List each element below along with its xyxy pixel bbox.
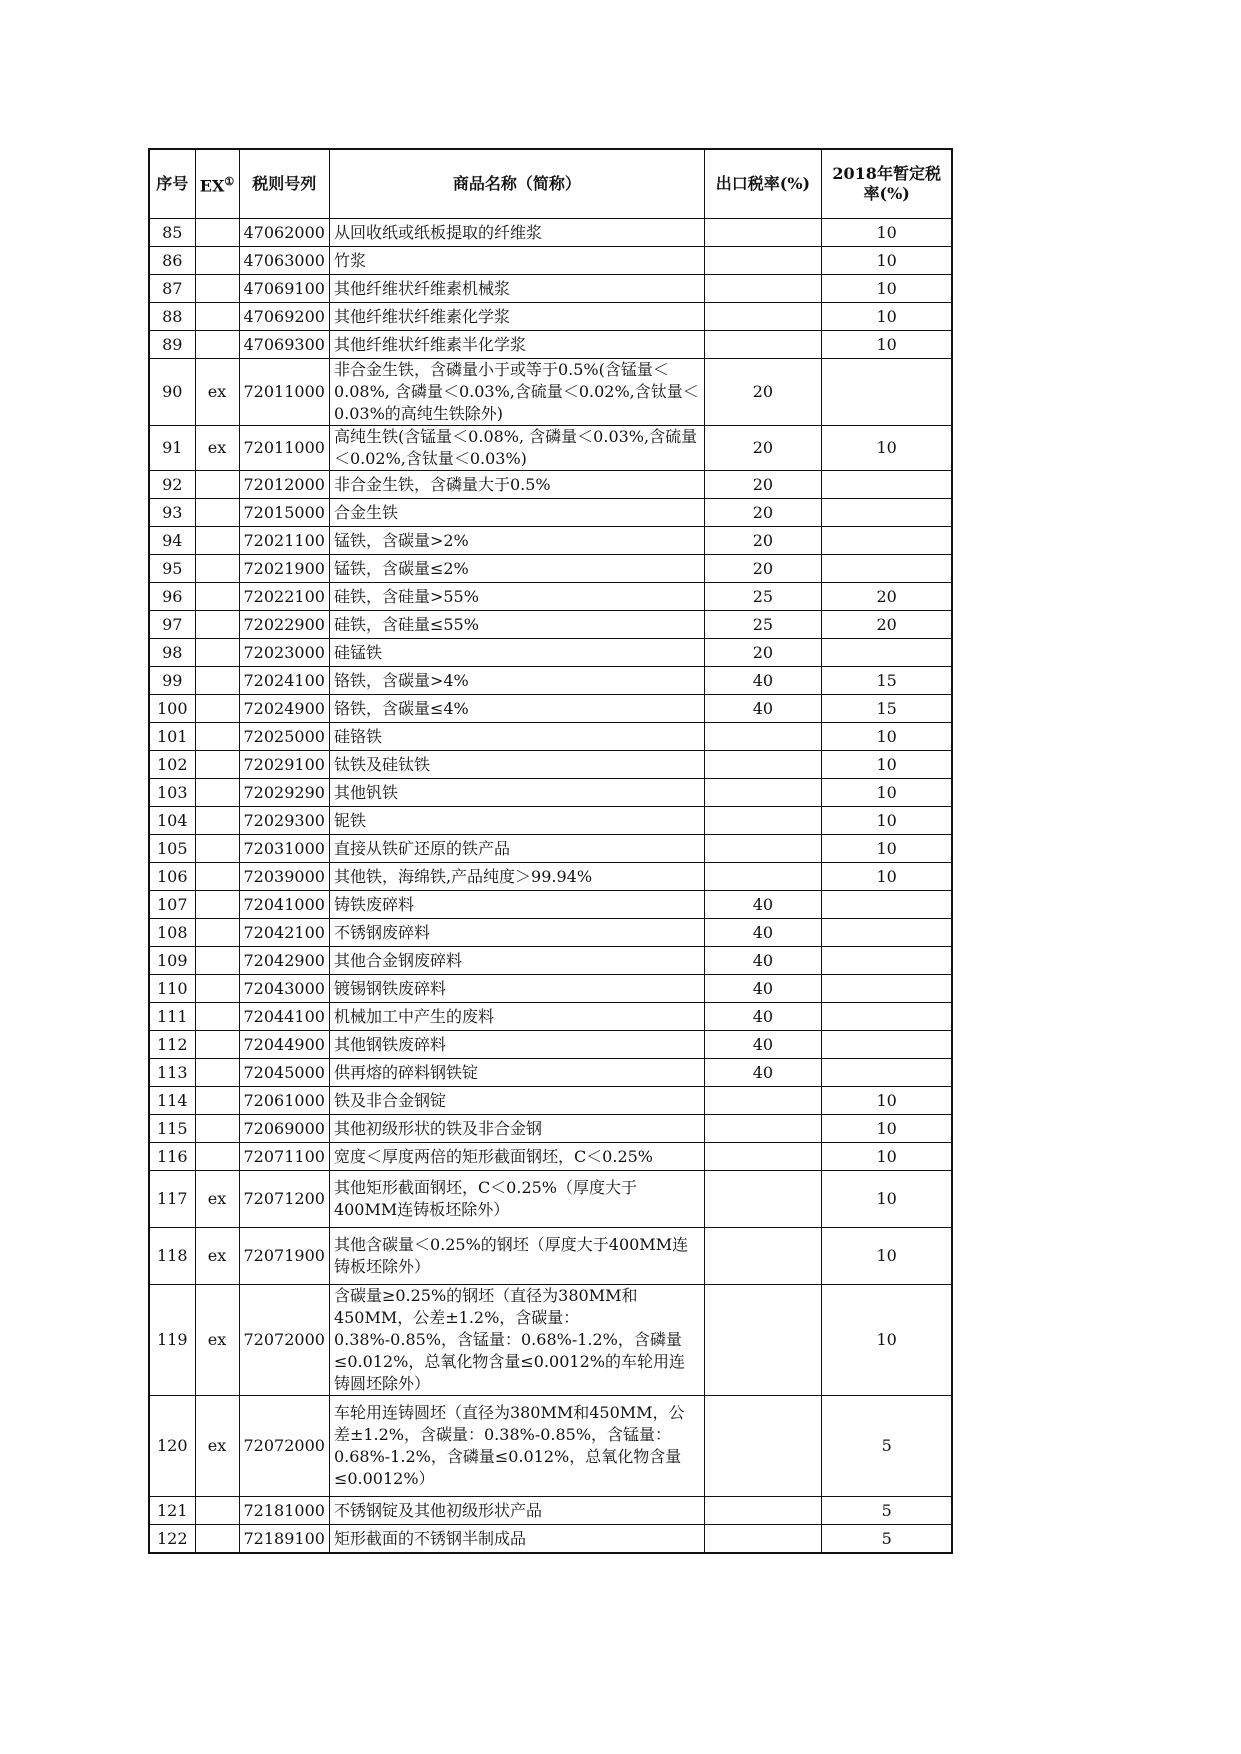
row-ex [195,555,239,583]
row-name: 机械加工中产生的废料 [329,1003,704,1031]
row-interim-rate [821,919,952,947]
row-interim-rate [821,555,952,583]
table-row [149,1003,952,1031]
header-row [149,149,952,219]
row-seq: 90 [149,359,195,426]
row-ex [195,919,239,947]
row-ex: ex [195,359,239,426]
row-interim-rate [821,471,952,499]
table-row [149,723,952,751]
row-code: 72012000 [239,471,329,499]
row-export-rate: 40 [704,667,821,695]
row-interim-rate: 10 [821,807,952,835]
row-ex: ex [195,1396,239,1497]
row-ex [195,275,239,303]
row-ex [195,723,239,751]
row-export-rate: 40 [704,919,821,947]
row-export-rate [704,751,821,779]
table-row [149,583,952,611]
row-export-rate: 20 [704,527,821,555]
table-row [149,779,952,807]
row-ex [195,807,239,835]
row-code: 47069300 [239,331,329,359]
table-row [149,947,952,975]
row-export-rate: 40 [704,975,821,1003]
row-export-rate [704,303,821,331]
row-name: 钛铁及硅钛铁 [329,751,704,779]
row-seq: 111 [149,1003,195,1031]
row-export-rate [704,331,821,359]
row-seq: 105 [149,835,195,863]
row-ex [195,527,239,555]
row-name: 硅锰铁 [329,639,704,667]
row-code: 72061000 [239,1087,329,1115]
row-interim-rate [821,1003,952,1031]
table-row [149,695,952,723]
header-seq: 序号 [149,149,195,219]
row-ex [195,1115,239,1143]
row-seq: 96 [149,583,195,611]
row-name: 直接从铁矿还原的铁产品 [329,835,704,863]
row-code: 72044900 [239,1031,329,1059]
row-name: 其他铁，海绵铁,产品纯度＞99.94% [329,863,704,891]
table-row [149,919,952,947]
row-seq: 85 [149,219,195,247]
table-row [149,1396,952,1497]
row-ex [195,247,239,275]
row-seq: 113 [149,1059,195,1087]
row-code: 72041000 [239,891,329,919]
row-ex [195,1087,239,1115]
row-export-rate: 40 [704,947,821,975]
table-row [149,527,952,555]
row-code: 72039000 [239,863,329,891]
table-row [149,1087,952,1115]
row-export-rate [704,863,821,891]
row-export-rate [704,1228,821,1285]
row-seq: 109 [149,947,195,975]
row-seq: 91 [149,426,195,471]
row-code: 72023000 [239,639,329,667]
row-export-rate [704,1115,821,1143]
row-code: 72069000 [239,1115,329,1143]
row-code: 47063000 [239,247,329,275]
row-export-rate: 20 [704,471,821,499]
row-interim-rate: 10 [821,331,952,359]
row-seq: 112 [149,1031,195,1059]
row-seq: 114 [149,1087,195,1115]
table-row [149,835,952,863]
table-row [149,639,952,667]
row-ex [195,471,239,499]
tariff-table [148,148,953,1554]
row-code: 72011000 [239,359,329,426]
row-interim-rate: 10 [821,1171,952,1228]
row-name: 不锈钢废碎料 [329,919,704,947]
row-seq: 86 [149,247,195,275]
table-row [149,219,952,247]
row-name: 镀锡钢铁废碎料 [329,975,704,1003]
table-row [149,807,952,835]
table-row [149,863,952,891]
table-row [149,247,952,275]
header-export-rate: 出口税率(%) [704,149,821,219]
row-seq: 87 [149,275,195,303]
row-interim-rate: 10 [821,1087,952,1115]
table-row [149,555,952,583]
row-ex: ex [195,1285,239,1396]
row-interim-rate: 10 [821,426,952,471]
row-ex [195,1059,239,1087]
row-ex [195,947,239,975]
row-name: 非合金生铁，含磷量大于0.5% [329,471,704,499]
table-row [149,1143,952,1171]
header-interim-rate: 2018年暂定税率(%) [821,149,952,219]
row-seq: 98 [149,639,195,667]
row-export-rate [704,219,821,247]
row-interim-rate: 10 [821,779,952,807]
row-interim-rate: 5 [821,1525,952,1554]
row-interim-rate: 5 [821,1497,952,1525]
header-name: 商品名称（简称） [329,149,704,219]
row-ex [195,639,239,667]
row-name: 合金生铁 [329,499,704,527]
row-seq: 95 [149,555,195,583]
table-row [149,751,952,779]
row-code: 47062000 [239,219,329,247]
row-export-rate [704,1497,821,1525]
row-name: 锰铁，含碳量≤2% [329,555,704,583]
row-export-rate [704,807,821,835]
row-ex [195,1497,239,1525]
row-code: 47069100 [239,275,329,303]
row-code: 72024100 [239,667,329,695]
row-code: 72021900 [239,555,329,583]
row-ex [195,1143,239,1171]
row-name: 从回收纸或纸板提取的纤维浆 [329,219,704,247]
row-export-rate [704,1143,821,1171]
row-interim-rate: 20 [821,583,952,611]
row-code: 72042900 [239,947,329,975]
row-ex [195,695,239,723]
row-name: 供再熔的碎料钢铁锭 [329,1059,704,1087]
row-ex [195,583,239,611]
row-code: 72072000 [239,1396,329,1497]
row-code: 72071900 [239,1228,329,1285]
row-interim-rate: 5 [821,1396,952,1497]
row-interim-rate: 10 [821,1143,952,1171]
row-ex [195,611,239,639]
row-name: 铬铁，含碳量>4% [329,667,704,695]
row-name: 其他纤维状纤维素化学浆 [329,303,704,331]
row-export-rate: 25 [704,611,821,639]
row-export-rate [704,1171,821,1228]
row-seq: 103 [149,779,195,807]
row-seq: 115 [149,1115,195,1143]
row-code: 72021100 [239,527,329,555]
row-ex [195,751,239,779]
row-interim-rate: 15 [821,695,952,723]
row-export-rate: 20 [704,499,821,527]
row-ex [195,891,239,919]
row-seq: 102 [149,751,195,779]
row-name: 不锈钢锭及其他初级形状产品 [329,1497,704,1525]
row-interim-rate [821,891,952,919]
header-ex [195,149,239,219]
row-interim-rate [821,947,952,975]
row-ex [195,219,239,247]
row-name: 铁及非合金钢锭 [329,1087,704,1115]
row-export-rate [704,247,821,275]
table-row [149,1171,952,1228]
row-seq: 93 [149,499,195,527]
table-row [149,1285,952,1396]
row-ex [195,1031,239,1059]
row-export-rate: 40 [704,891,821,919]
table-row [149,275,952,303]
row-code: 72189100 [239,1525,329,1554]
row-name: 其他合金钢废碎料 [329,947,704,975]
row-name: 矩形截面的不锈钢半制成品 [329,1525,704,1554]
row-seq: 120 [149,1396,195,1497]
header-ex-label: EX [199,176,225,196]
row-code: 72029290 [239,779,329,807]
row-name: 其他纤维状纤维素半化学浆 [329,331,704,359]
header-ex-footnote: ① [224,174,235,188]
row-code: 72015000 [239,499,329,527]
row-interim-rate: 10 [821,275,952,303]
row-name: 其他矩形截面钢坯，C＜0.25%（厚度大于400MM连铸板坯除外） [329,1171,704,1228]
row-code: 72022900 [239,611,329,639]
row-seq: 119 [149,1285,195,1396]
table-row [149,1115,952,1143]
row-code: 72029100 [239,751,329,779]
table-row [149,1497,952,1525]
row-seq: 89 [149,331,195,359]
row-code: 72071100 [239,1143,329,1171]
row-code: 72022100 [239,583,329,611]
row-code: 72044100 [239,1003,329,1031]
row-interim-rate [821,1031,952,1059]
row-code: 47069200 [239,303,329,331]
row-export-rate [704,779,821,807]
row-seq: 92 [149,471,195,499]
row-ex [195,975,239,1003]
row-name: 铸铁废碎料 [329,891,704,919]
row-seq: 94 [149,527,195,555]
row-code: 72072000 [239,1285,329,1396]
row-interim-rate: 10 [821,219,952,247]
row-name: 硅铁，含硅量≤55% [329,611,704,639]
row-seq: 99 [149,667,195,695]
row-ex [195,835,239,863]
row-interim-rate [821,1059,952,1087]
table-row [149,1031,952,1059]
table-row [149,359,952,426]
table-row [149,303,952,331]
row-code: 72181000 [239,1497,329,1525]
row-ex [195,499,239,527]
row-interim-rate [821,639,952,667]
row-interim-rate [821,527,952,555]
table-row [149,611,952,639]
row-seq: 100 [149,695,195,723]
table-row [149,1228,952,1285]
row-ex: ex [195,1171,239,1228]
row-export-rate [704,1525,821,1554]
row-ex [195,863,239,891]
row-name: 非合金生铁，含磷量小于或等于0.5%(含锰量＜0.08%, 含磷量＜0.03%,含硫量＜0.02%,含钛量＜0.03%的高纯生铁除外) [329,359,704,426]
row-code: 72025000 [239,723,329,751]
row-interim-rate [821,975,952,1003]
row-seq: 104 [149,807,195,835]
header-code: 税则号列 [239,149,329,219]
row-code: 72045000 [239,1059,329,1087]
table-row [149,426,952,471]
row-code: 72071200 [239,1171,329,1228]
row-export-rate: 40 [704,1003,821,1031]
row-ex [195,667,239,695]
row-seq: 122 [149,1525,195,1554]
row-export-rate [704,275,821,303]
row-seq: 116 [149,1143,195,1171]
row-export-rate: 25 [704,583,821,611]
row-interim-rate: 10 [821,1285,952,1396]
row-ex [195,1525,239,1554]
row-seq: 118 [149,1228,195,1285]
row-seq: 88 [149,303,195,331]
row-seq: 101 [149,723,195,751]
table-row [149,667,952,695]
row-name: 竹浆 [329,247,704,275]
row-export-rate: 40 [704,695,821,723]
row-code: 72011000 [239,426,329,471]
row-interim-rate: 10 [821,835,952,863]
table-row [149,471,952,499]
row-interim-rate [821,359,952,426]
row-seq: 108 [149,919,195,947]
table-row [149,891,952,919]
row-interim-rate: 10 [821,303,952,331]
row-code: 72031000 [239,835,329,863]
row-code: 72024900 [239,695,329,723]
row-interim-rate: 10 [821,247,952,275]
row-name: 其他钢铁废碎料 [329,1031,704,1059]
row-name: 锰铁，含碳量>2% [329,527,704,555]
row-code: 72029300 [239,807,329,835]
row-ex: ex [195,426,239,471]
row-interim-rate: 10 [821,1115,952,1143]
row-export-rate [704,723,821,751]
row-seq: 121 [149,1497,195,1525]
table-body [149,219,952,1554]
row-export-rate: 20 [704,426,821,471]
table-row [149,499,952,527]
row-seq: 107 [149,891,195,919]
row-export-rate [704,835,821,863]
row-ex [195,1003,239,1031]
row-name: 其他钒铁 [329,779,704,807]
row-export-rate [704,1396,821,1497]
row-interim-rate: 20 [821,611,952,639]
row-export-rate: 40 [704,1031,821,1059]
row-ex [195,303,239,331]
row-seq: 117 [149,1171,195,1228]
row-export-rate: 20 [704,555,821,583]
row-interim-rate: 10 [821,751,952,779]
table-row [149,1059,952,1087]
row-seq: 110 [149,975,195,1003]
row-export-rate [704,1285,821,1396]
row-export-rate: 20 [704,359,821,426]
row-name: 铌铁 [329,807,704,835]
row-name: 硅铁，含硅量>55% [329,583,704,611]
row-ex: ex [195,1228,239,1285]
row-name: 宽度＜厚度两倍的矩形截面钢坯，C＜0.25% [329,1143,704,1171]
row-export-rate: 40 [704,1059,821,1087]
table-row [149,331,952,359]
row-name: 其他初级形状的铁及非合金钢 [329,1115,704,1143]
row-interim-rate: 10 [821,863,952,891]
row-name: 硅铬铁 [329,723,704,751]
row-interim-rate [821,499,952,527]
row-interim-rate: 10 [821,723,952,751]
row-name: 铬铁，含碳量≤4% [329,695,704,723]
row-code: 72042100 [239,919,329,947]
row-ex [195,779,239,807]
row-name: 高纯生铁(含锰量＜0.08%, 含磷量＜0.03%,含硫量＜0.02%,含钛量＜0.03%) [329,426,704,471]
row-export-rate: 20 [704,639,821,667]
table-row [149,1525,952,1554]
row-name: 含碳量≥0.25%的钢坯（直径为380MM和450MM，公差±1.2%，含碳量：0.38%-0.85%，含锰量：0.68%-1.2%，含磷量≤0.012%，总氧化物含量≤0.0012%的车轮用连铸圆坯除外） [329,1285,704,1396]
table-row [149,975,952,1003]
row-interim-rate: 10 [821,1228,952,1285]
row-interim-rate: 15 [821,667,952,695]
row-name: 车轮用连铸圆坯（直径为380MM和450MM，公差±1.2%，含碳量：0.38%-0.85%，含锰量：0.68%-1.2%，含磷量≤0.012%，总氧化物含量≤0.0012%） [329,1396,704,1497]
row-name: 其他纤维状纤维素机械浆 [329,275,704,303]
row-name: 其他含碳量＜0.25%的钢坯（厚度大于400MM连铸板坯除外） [329,1228,704,1285]
row-ex [195,331,239,359]
row-export-rate [704,1087,821,1115]
row-seq: 106 [149,863,195,891]
row-code: 72043000 [239,975,329,1003]
row-seq: 97 [149,611,195,639]
